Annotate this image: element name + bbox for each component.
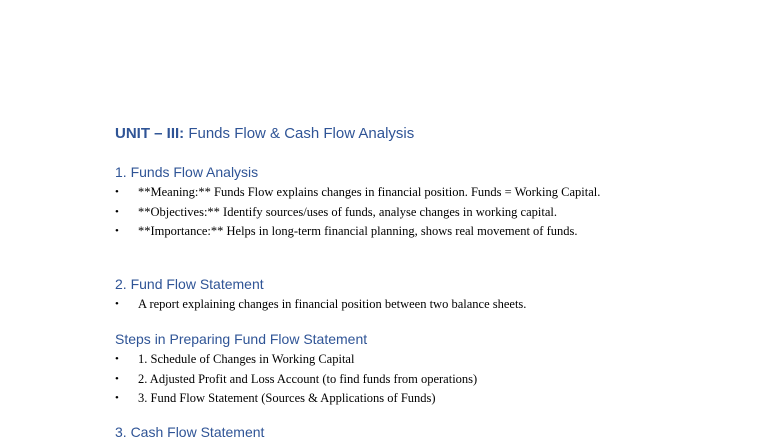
list-item-text: 1. Schedule of Changes in Working Capital <box>138 352 355 366</box>
bullet-icon: • <box>115 186 119 198</box>
bullet-icon: • <box>115 205 119 218</box>
section-heading-fund-flow-statement: 2. Fund Flow Statement <box>115 276 264 292</box>
bullet-icon: • <box>115 372 119 385</box>
list-item <box>115 295 675 315</box>
section-heading-funds-flow-analysis: 1. Funds Flow Analysis <box>115 164 259 180</box>
list-item <box>115 370 675 390</box>
funds-flow-analysis-list <box>115 183 675 242</box>
list-item-text: **Objectives:** Identify sources/uses of funds, analyse changes in working capital. <box>138 204 557 219</box>
bullet-icon: • <box>115 225 119 237</box>
title-topic: Funds Flow & Cash Flow Analysis <box>184 125 415 142</box>
section-heading-steps: Steps in Preparing Fund Flow Statement <box>115 331 368 347</box>
fund-flow-statement-list <box>115 295 675 315</box>
list-item <box>115 389 675 409</box>
list-item <box>115 183 675 203</box>
list-item-text: **Importance:** Helps in long-term financial planning, shows real movement of funds. <box>138 224 578 238</box>
steps-list <box>115 350 675 409</box>
list-item <box>115 350 675 370</box>
bullet-icon: • <box>115 392 119 404</box>
list-item-text: 3. Fund Flow Statement (Sources & Applications of Funds) <box>138 391 436 405</box>
bullet-icon: • <box>115 353 119 365</box>
bullet-icon: • <box>115 298 119 310</box>
section-heading-cash-flow-statement: 3. Cash Flow Statement <box>115 424 265 440</box>
title-unit-label: UNIT – III: <box>115 125 185 142</box>
list-item <box>115 222 675 242</box>
document-title <box>115 124 414 144</box>
list-item-text: A report explaining changes in financial position between two balance sheets. <box>138 297 527 311</box>
list-item <box>115 203 675 223</box>
list-item-text: 2. Adjusted Profit and Loss Account (to find funds from operations) <box>138 371 478 386</box>
list-item-text: **Meaning:** Funds Flow explains changes in financial position. Funds = Working Capital. <box>138 185 601 199</box>
